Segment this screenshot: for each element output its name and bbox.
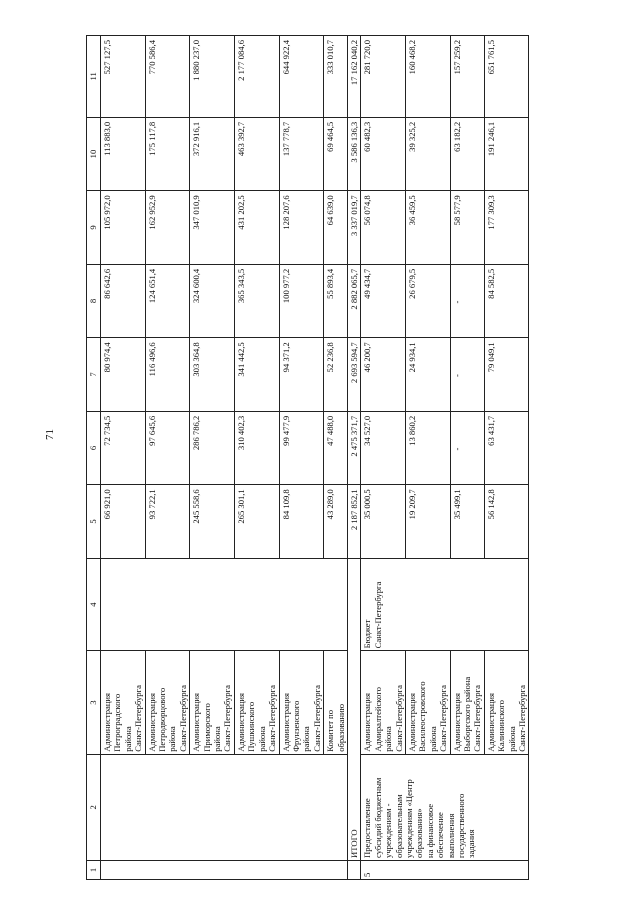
funding-source: Бюджет Санкт-Петербурга — [361, 558, 529, 651]
org-cell: Администрация Пушкинского района Санкт-Петербурга — [234, 651, 279, 754]
value-cell: 286 786,2 — [190, 411, 235, 485]
value-cell: 84 582,5 — [484, 264, 529, 338]
value-cell: 137 778,7 — [279, 117, 324, 191]
total-value: 2 882 065,7 — [347, 264, 360, 338]
value-cell: 46 200,7 — [361, 338, 406, 412]
value-cell: 99 477,9 — [279, 411, 324, 485]
value-cell: 113 883,0 — [101, 117, 146, 191]
value-cell: 770 586,4 — [145, 36, 190, 118]
value-cell: 58 577,9 — [450, 191, 484, 265]
value-cell: 651 761,5 — [484, 36, 529, 118]
org-cell: Администрация Выборгского района Санкт-Петербурга — [450, 651, 484, 754]
value-cell: 69 464,5 — [324, 117, 348, 191]
value-cell: 34 527,0 — [361, 411, 406, 485]
value-cell: 97 645,6 — [145, 411, 190, 485]
value-cell: 105 972,0 — [101, 191, 146, 265]
value-cell: 100 977,2 — [279, 264, 324, 338]
org-cell: Администрация Приморского района Санкт-Петербурга — [190, 651, 235, 754]
value-cell: 60 482,3 — [361, 117, 406, 191]
page-number: 71 — [44, 429, 56, 440]
value-cell: 341 442,5 — [234, 338, 279, 412]
total-row — [347, 36, 360, 880]
value-cell: 94 371,2 — [279, 338, 324, 412]
budget-table — [86, 35, 529, 880]
value-cell: 79 049,1 — [484, 338, 529, 412]
total-value: 2 475 371,7 — [347, 411, 360, 485]
total-value: 3 586 136,3 — [347, 117, 360, 191]
value-cell: 527 127,5 — [101, 36, 146, 118]
value-cell: 26 679,5 — [405, 264, 450, 338]
total-value: 17 162 040,2 — [347, 36, 360, 118]
value-cell: 463 392,7 — [234, 117, 279, 191]
org-cell: Администрация Фрунзенского района Санкт-Петербурга — [279, 651, 324, 754]
value-cell: 281 720,0 — [361, 36, 406, 118]
empty-cell — [101, 754, 348, 860]
value-cell: 124 651,4 — [145, 264, 190, 338]
value-cell: 157 259,2 — [450, 36, 484, 118]
column-number: 3 — [87, 651, 101, 754]
rotated-table-container — [86, 35, 562, 880]
total-label: ИТОГО — [347, 558, 360, 860]
value-cell: 35 499,1 — [450, 485, 484, 559]
value-cell: 191 246,1 — [484, 117, 529, 191]
table-row — [361, 36, 406, 880]
value-cell: 19 209,7 — [405, 485, 450, 559]
value-cell: 324 600,4 — [190, 264, 235, 338]
column-number: 9 — [87, 191, 101, 265]
total-value: 3 337 019,7 — [347, 191, 360, 265]
value-cell: 49 434,7 — [361, 264, 406, 338]
value-cell: 2 177 084,6 — [234, 36, 279, 118]
column-number: 5 — [87, 485, 101, 559]
table-row — [145, 36, 190, 880]
value-cell: 310 402,3 — [234, 411, 279, 485]
table-row — [101, 36, 146, 880]
table-row — [190, 36, 235, 880]
column-number: 4 — [87, 558, 101, 651]
table-row — [484, 36, 529, 880]
value-cell: 372 916,1 — [190, 117, 235, 191]
column-number: 7 — [87, 338, 101, 412]
value-cell: 47 488,0 — [324, 411, 348, 485]
value-cell: 431 202,5 — [234, 191, 279, 265]
column-number: 11 — [87, 36, 101, 118]
org-cell: Администрация Калининского района Санкт-Петербурга — [484, 651, 529, 754]
value-cell: - — [450, 264, 484, 338]
value-cell: 86 642,6 — [101, 264, 146, 338]
org-cell: Администрация Петроградского района Санкт-Петербурга — [101, 651, 146, 754]
table-row — [324, 36, 348, 880]
value-cell: 175 117,8 — [145, 117, 190, 191]
value-cell: 56 074,8 — [361, 191, 406, 265]
value-cell: 265 301,1 — [234, 485, 279, 559]
total-value: 2 187 852,1 — [347, 485, 360, 559]
value-cell: 52 236,8 — [324, 338, 348, 412]
org-cell: Комитет по образованию — [324, 651, 348, 754]
table-row — [450, 36, 484, 880]
value-cell: 63 431,7 — [484, 411, 529, 485]
table-row — [234, 36, 279, 880]
column-number: 1 — [87, 860, 101, 879]
column-number: 8 — [87, 264, 101, 338]
column-number: 10 — [87, 117, 101, 191]
value-cell: 116 496,6 — [145, 338, 190, 412]
value-cell: 1 880 237,0 — [190, 36, 235, 118]
column-number: 2 — [87, 754, 101, 860]
column-number-row — [87, 36, 101, 880]
section-description: Предоставление субсидий бюджетным учреждениям - образовательным учреждениям «Центр образования» на финансовое обеспечение выполнения государственного задания — [361, 754, 529, 860]
value-cell: 333 010,7 — [324, 36, 348, 118]
value-cell: 66 921,0 — [101, 485, 146, 559]
value-cell: 303 364,8 — [190, 338, 235, 412]
value-cell: - — [450, 338, 484, 412]
value-cell: 365 343,5 — [234, 264, 279, 338]
value-cell: 644 922,4 — [279, 36, 324, 118]
value-cell: 160 468,2 — [405, 36, 450, 118]
value-cell: 93 722,1 — [145, 485, 190, 559]
value-cell: 84 109,8 — [279, 485, 324, 559]
org-cell: Администрация Петродворцового района Санкт-Петербурга — [145, 651, 190, 754]
value-cell: 35 000,5 — [361, 485, 406, 559]
value-cell: 43 289,0 — [324, 485, 348, 559]
value-cell: 55 893,4 — [324, 264, 348, 338]
value-cell: 347 010,9 — [190, 191, 235, 265]
empty-cell — [101, 558, 348, 651]
table-row — [405, 36, 450, 880]
value-cell: 64 639,0 — [324, 191, 348, 265]
empty-cell — [347, 860, 360, 879]
value-cell: 24 934,1 — [405, 338, 450, 412]
org-cell: Администрация Василеостровского района Санкт-Петербурга — [405, 651, 450, 754]
value-cell: 63 182,2 — [450, 117, 484, 191]
value-cell: 177 309,3 — [484, 191, 529, 265]
value-cell: 39 325,2 — [405, 117, 450, 191]
value-cell: 245 558,6 — [190, 485, 235, 559]
value-cell: 80 974,4 — [101, 338, 146, 412]
table-row — [279, 36, 324, 880]
empty-cell — [101, 860, 348, 879]
value-cell: 72 734,5 — [101, 411, 146, 485]
value-cell: - — [450, 411, 484, 485]
total-value: 2 693 594,7 — [347, 338, 360, 412]
org-cell: Администрация Адмиралтейского района Санкт-Петербурга — [361, 651, 406, 754]
value-cell: 13 860,2 — [405, 411, 450, 485]
value-cell: 36 459,5 — [405, 191, 450, 265]
value-cell: 56 142,8 — [484, 485, 529, 559]
section-number: 5 — [361, 860, 529, 879]
column-number: 6 — [87, 411, 101, 485]
value-cell: 162 952,9 — [145, 191, 190, 265]
value-cell: 128 207,6 — [279, 191, 324, 265]
